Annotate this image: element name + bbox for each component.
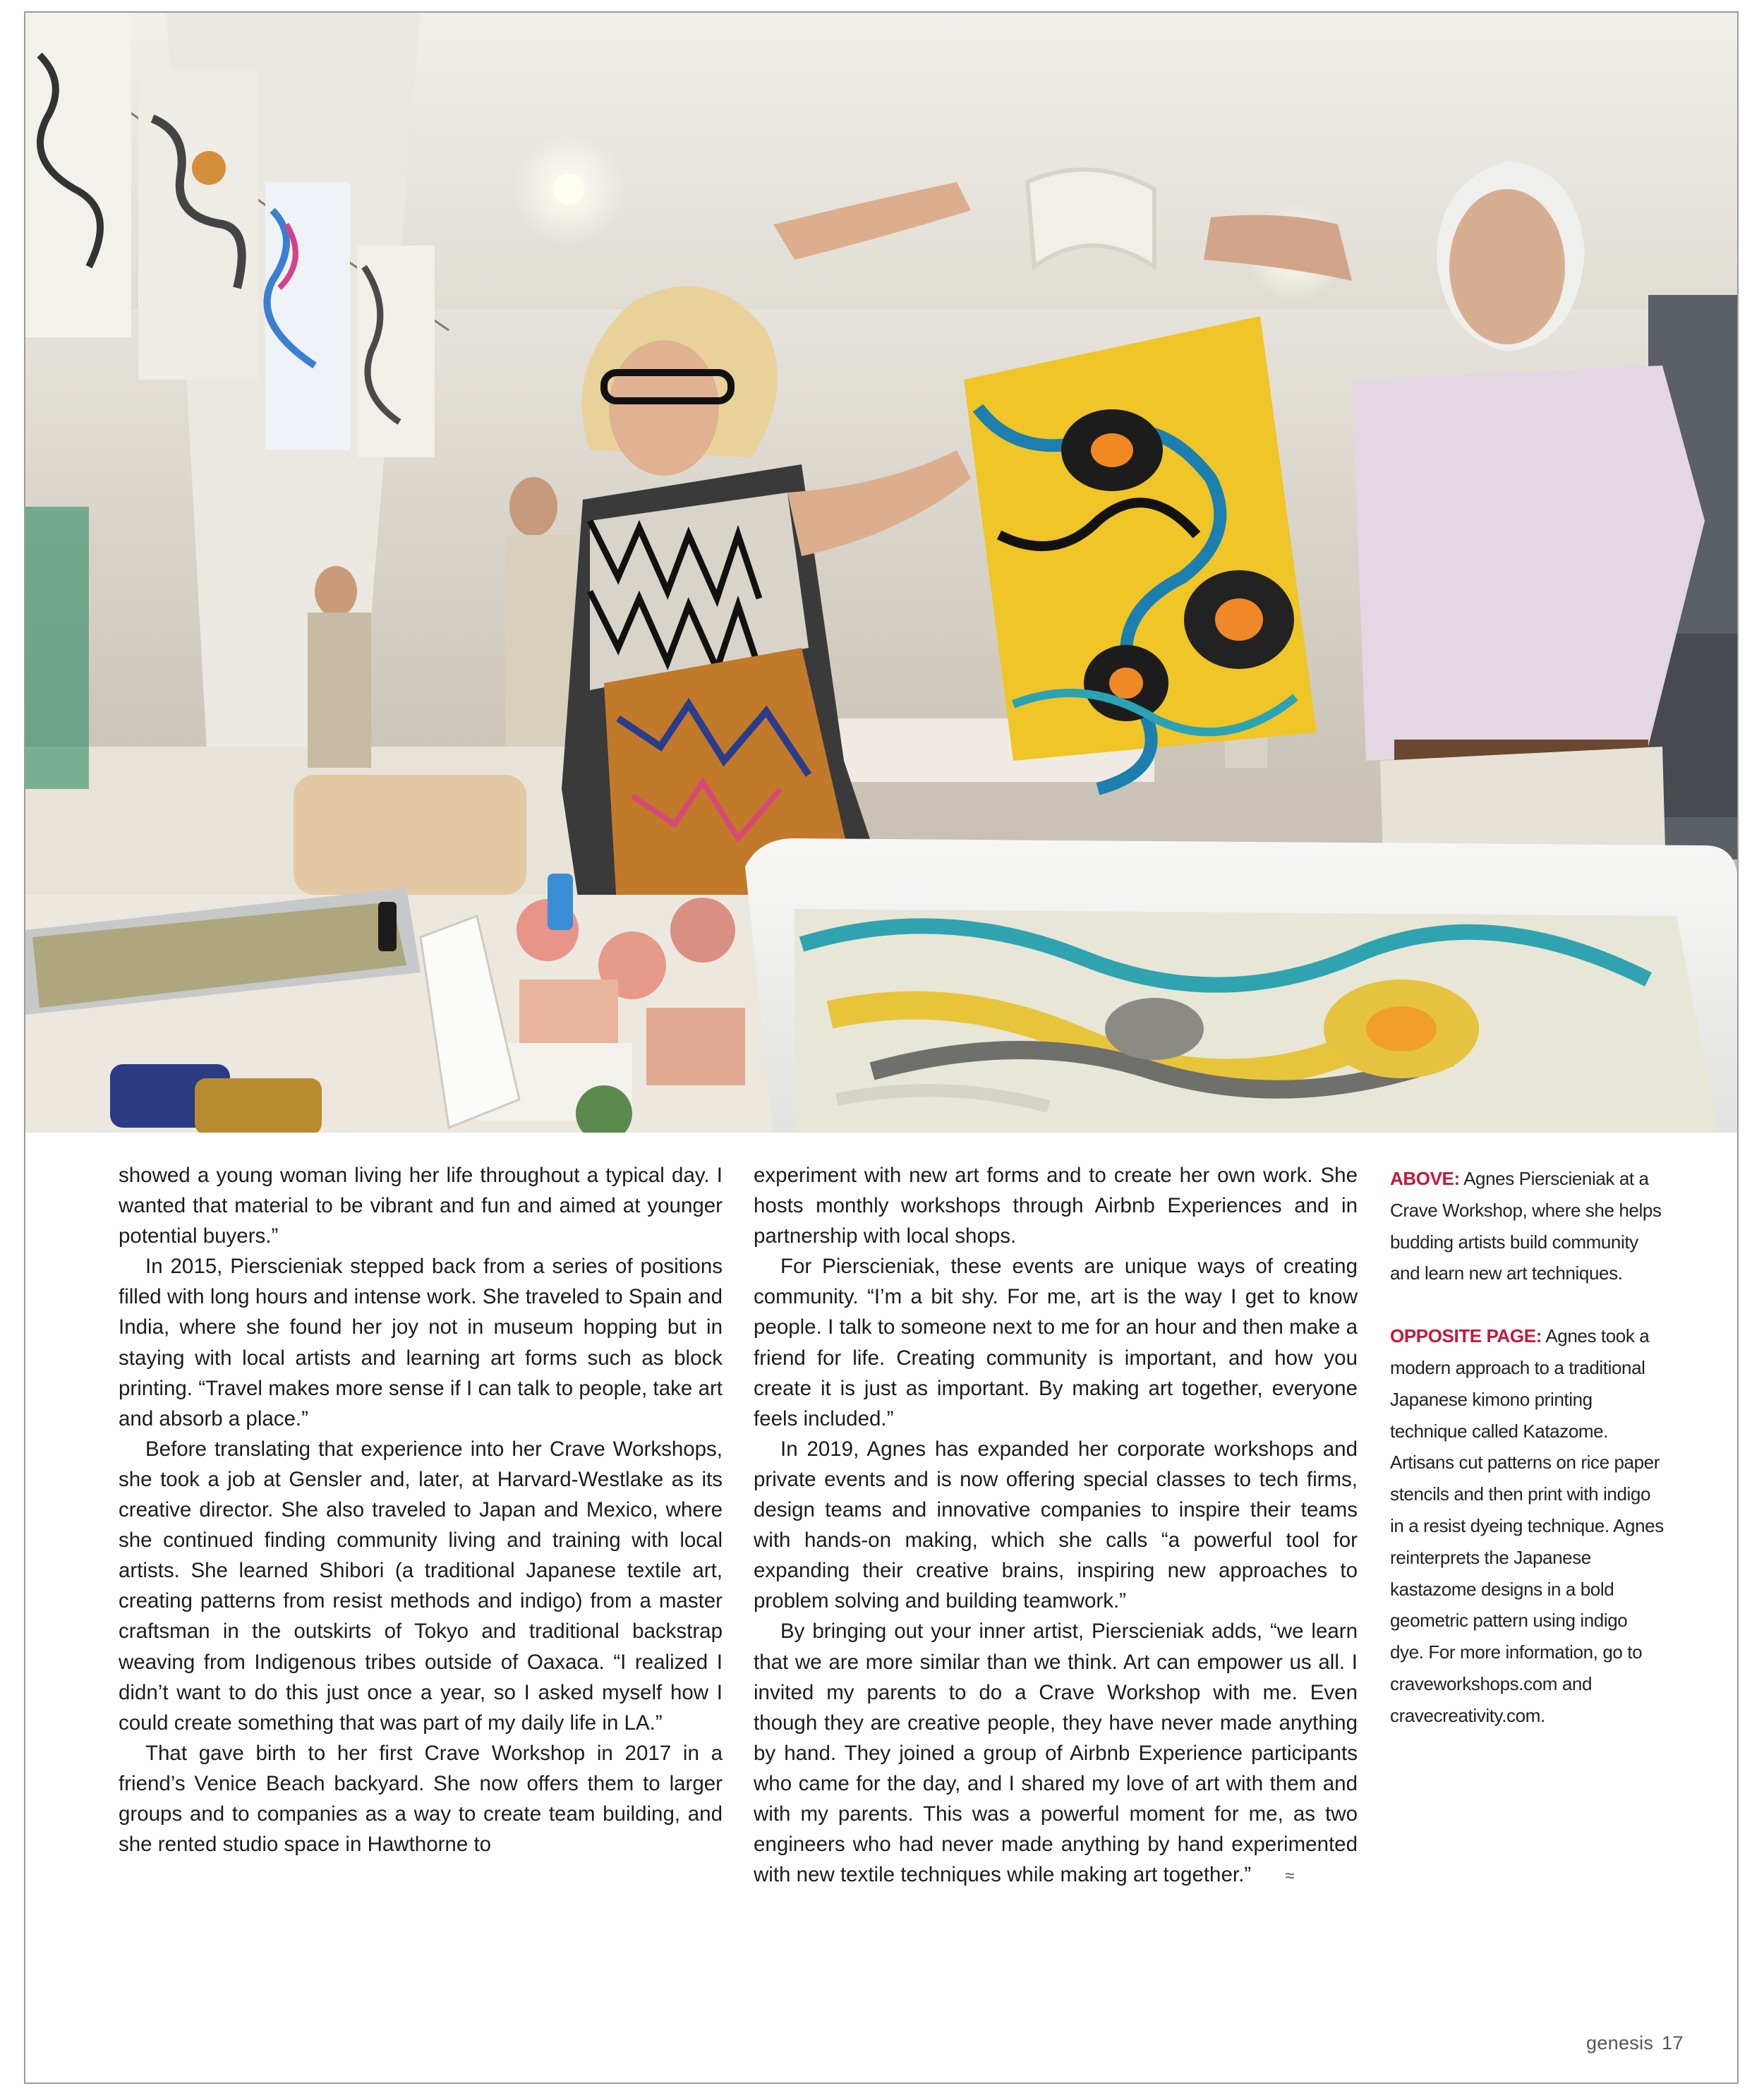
paragraph: experiment with new art forms and to create her own work. She hosts monthly workshops through Airbnb Experiences and in partnership with local shops. bbox=[754, 1164, 1358, 1248]
magazine-page bbox=[24, 11, 1739, 2084]
caption-lead: OPPOSITE PAGE: bbox=[1390, 1325, 1542, 1347]
paragraph: Before translating that experience into her Crave Workshops, she took a job at Gensler and, later, at Harvard-Westlake as its creative director. She also traveled to Japan and Mexico, where she continued finding community living and training with local artists. She learned Shibori (a traditional Japanese textile art, creating patterns from resist methods and indigo) from a master craftsman in the outskirts of Tokyo and traditional backstrap weaving from Indigenous tribes outside of Oaxaca. “I realized I didn’t want to do this just once a year, so I asked myself how I could create something that was part of my daily life in LA.” bbox=[119, 1437, 723, 1735]
caption-text: Agnes took a modern approach to a traditional Japanese kimono printing technique called Katazome. Artisans cut patterns on rice paper stencils and then print with indigo in a resist dyeing technique. Agnes reinterprets the Japanese kastazome designs in a bold geometric pattern using indigo dye. For more information, go to craveworkshops.com and cravecreativity.com. bbox=[1390, 1325, 1664, 1726]
paragraph-last bbox=[754, 1616, 1358, 1891]
paragraph: In 2015, Pierscieniak stepped back from a series of positions filled with long hours and intense work. She traveled to Spain and India, where she found her joy not in museum hopping but in staying with local artists and learning art forms such as block printing. “Travel makes more sense if I can talk to people, take art and absorb a place.” bbox=[119, 1255, 723, 1430]
page-number: 17 bbox=[1662, 2032, 1684, 2054]
caption-opposite-page bbox=[1390, 1320, 1665, 1731]
paragraph: In 2019, Agnes has expanded her corporate workshops and private events and is now offering special classes to tech firms, design teams and innovative companies to inspire their teams with hands-on making, which she calls “a powerful tool for expanding their creative brains, inspiring new approaches to problem solving and building teamwork.” bbox=[754, 1437, 1358, 1613]
paragraph: That gave birth to her first Crave Workshop in 2017 in a friend’s Venice Beach backyard. She now offers them to larger groups and to companies as a way to create team building, and she rented studio space in Hawthorne to bbox=[119, 1741, 723, 1857]
page-folio bbox=[1586, 2032, 1692, 2054]
magazine-name: genesis bbox=[1586, 2032, 1654, 2054]
caption-lead: ABOVE: bbox=[1390, 1168, 1460, 1189]
paragraph: showed a young woman living her life throughout a typical day. I wanted that material to be vibrant and fun and aimed at younger potential buyers.” bbox=[119, 1164, 723, 1248]
caption-above bbox=[1390, 1163, 1665, 1289]
end-mark-icon: ≈ bbox=[1285, 1867, 1295, 1886]
article-column-2 bbox=[754, 1160, 1358, 1891]
article-column-1 bbox=[119, 1160, 723, 1859]
photo-captions bbox=[1390, 1163, 1665, 1763]
paragraph: For Pierscieniak, these events are unique ways of creating community. “I’m a bit shy. For me, art is the way I get to know people. I talk to someone next to me for an hour and then make a friend for life. Creating community is important, and how you create it is just as important. By making art together, everyone feels included.” bbox=[754, 1255, 1358, 1430]
paragraph-text: By bringing out your inner artist, Pierscieniak adds, “we learn that we are more similar than we think. Art can empower us all. I invited my parents to do a Crave Workshop with me. Even though they are creative people, they have never made anything by hand. They joined a group of Airbnb Experience participants who came for the day, and I shared my love of art with them and with my parents. This was a powerful moment for me, as two engineers who had never made anything by hand experimented with new textile techniques while making art together.” bbox=[754, 1620, 1358, 1887]
workshop-photo bbox=[25, 13, 1737, 1133]
caption-text: Agnes Pierscieniak at a Crave Workshop, where she helps budding artists build community and learn new art techniques. bbox=[1390, 1168, 1662, 1284]
